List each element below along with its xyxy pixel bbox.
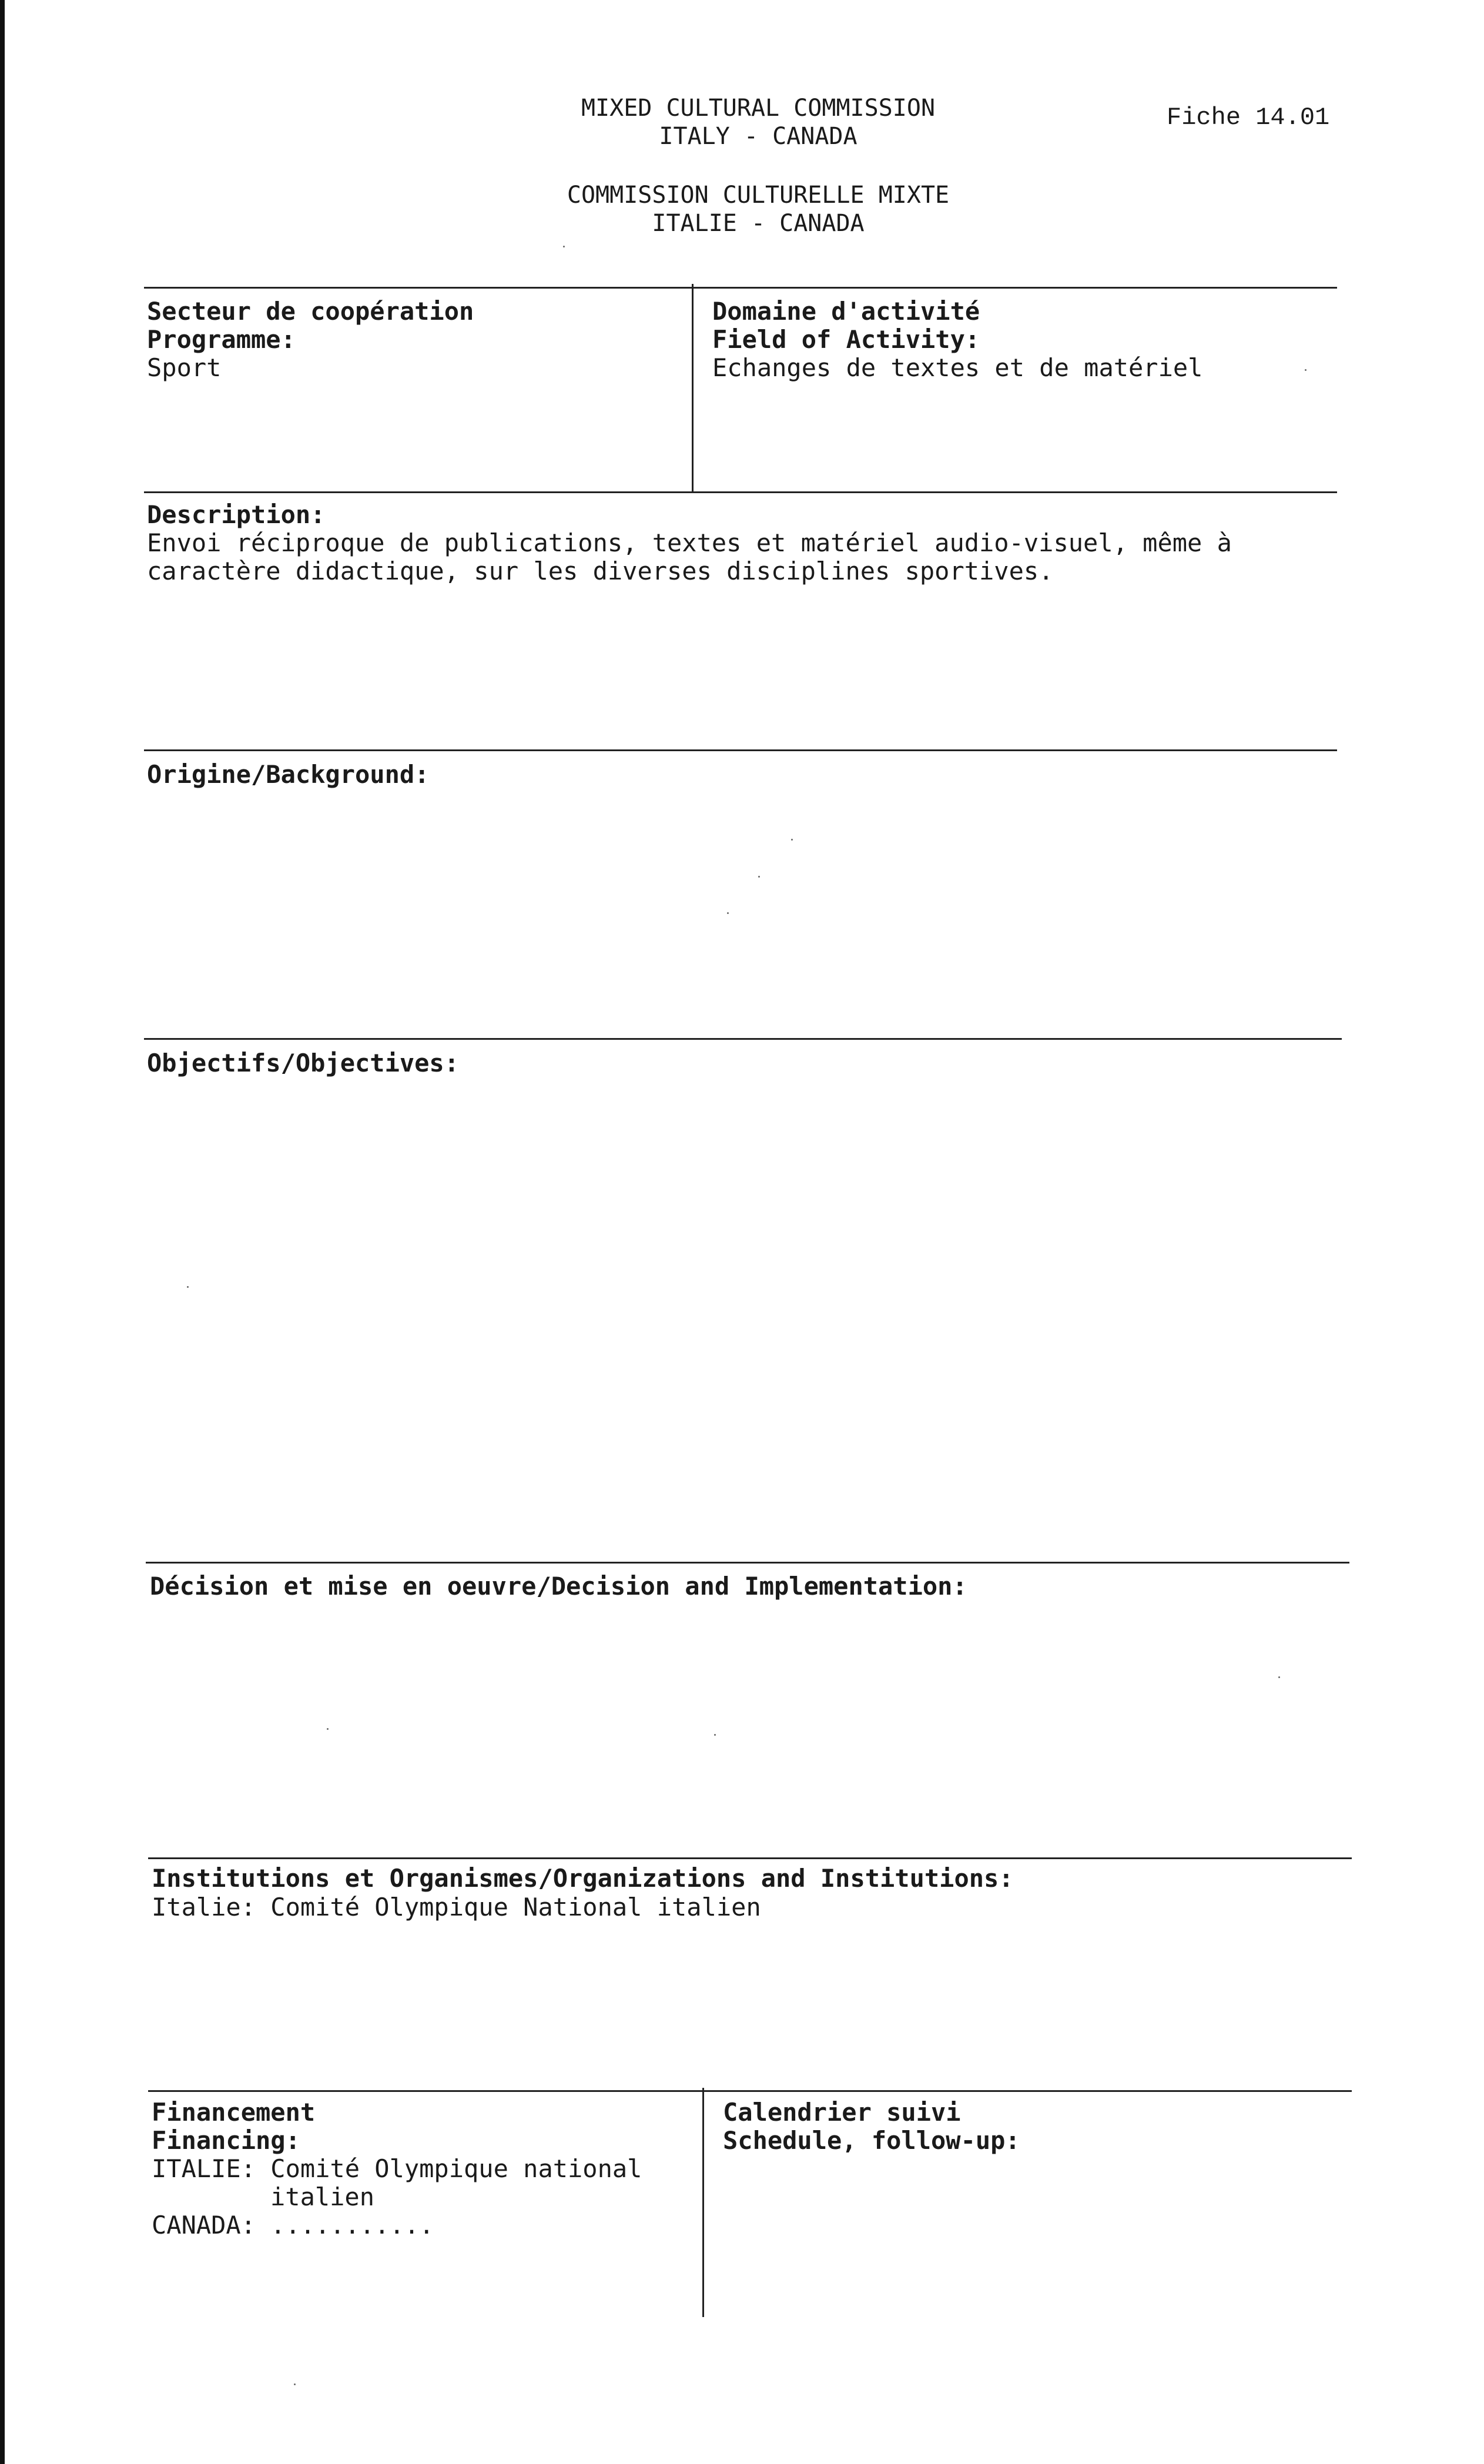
- scan-speck: [714, 1734, 716, 1736]
- rule-description: [144, 491, 1337, 493]
- header-line-3: COMMISSION CULTURELLE MIXTE: [567, 182, 950, 209]
- rule-background: [144, 749, 1337, 751]
- decision-label: Décision et mise en oeuvre/Decision and Implementation:: [150, 1572, 967, 1601]
- scan-speck: [1305, 369, 1307, 371]
- rule-decision: [146, 1562, 1349, 1564]
- financing-line-3: CANADA: ...........: [152, 2211, 434, 2239]
- institutions-line-1: Italie: Comité Olympique National italien: [152, 1893, 761, 1921]
- rule-top: [144, 287, 1337, 289]
- rule-top-divider: [692, 284, 694, 493]
- rule-objectives: [144, 1038, 1342, 1040]
- description-label: Description:: [147, 500, 326, 529]
- header-line-1: MIXED CULTURAL COMMISSION: [581, 95, 936, 122]
- financing-label-1: Financement: [152, 2098, 316, 2127]
- field-label-2: Field of Activity:: [712, 325, 980, 354]
- schedule-label-1: Calendrier suivi: [723, 2098, 961, 2127]
- sector-label-1: Secteur de coopération: [147, 297, 474, 326]
- field-value: Echanges de textes et de matériel: [712, 353, 1203, 382]
- financing-label-2: Financing:: [152, 2126, 300, 2155]
- scan-speck: [727, 912, 729, 914]
- scan-speck: [327, 1728, 329, 1730]
- description-line-2: caractère didactique, sur les diverses disciplines sportives.: [147, 557, 1054, 585]
- objectives-label: Objectifs/Objectives:: [147, 1049, 460, 1077]
- sector-value: Sport: [147, 353, 222, 382]
- page-left-edge: [0, 0, 5, 2464]
- scan-speck: [1278, 1676, 1280, 1678]
- rule-bottom: [148, 2090, 1352, 2092]
- schedule-label-2: Schedule, follow-up:: [723, 2126, 1020, 2155]
- description-line-1: Envoi réciproque de publications, textes et matériel audio-visuel, même à: [147, 528, 1232, 557]
- header-line-2: ITALY - CANADA: [659, 123, 857, 150]
- scan-speck: [294, 2383, 296, 2385]
- scan-speck: [563, 246, 565, 247]
- institutions-label: Institutions et Organismes/Organizations and Institutions:: [152, 1864, 1014, 1893]
- rule-institutions: [148, 1857, 1352, 1859]
- sector-label-2: Programme:: [147, 325, 296, 354]
- rule-bottom-divider: [702, 2088, 704, 2317]
- scan-speck: [791, 839, 793, 841]
- fiche-number: Fiche 14.01: [1167, 103, 1330, 132]
- financing-line-2: italien: [270, 2182, 375, 2211]
- scan-speck: [758, 876, 760, 878]
- financing-line-1: ITALIE: Comité Olympique national: [152, 2154, 642, 2183]
- field-label-1: Domaine d'activité: [712, 297, 980, 326]
- scan-speck: [187, 1286, 189, 1288]
- header-line-4: ITALIE - CANADA: [652, 210, 865, 237]
- background-label: Origine/Background:: [147, 760, 430, 789]
